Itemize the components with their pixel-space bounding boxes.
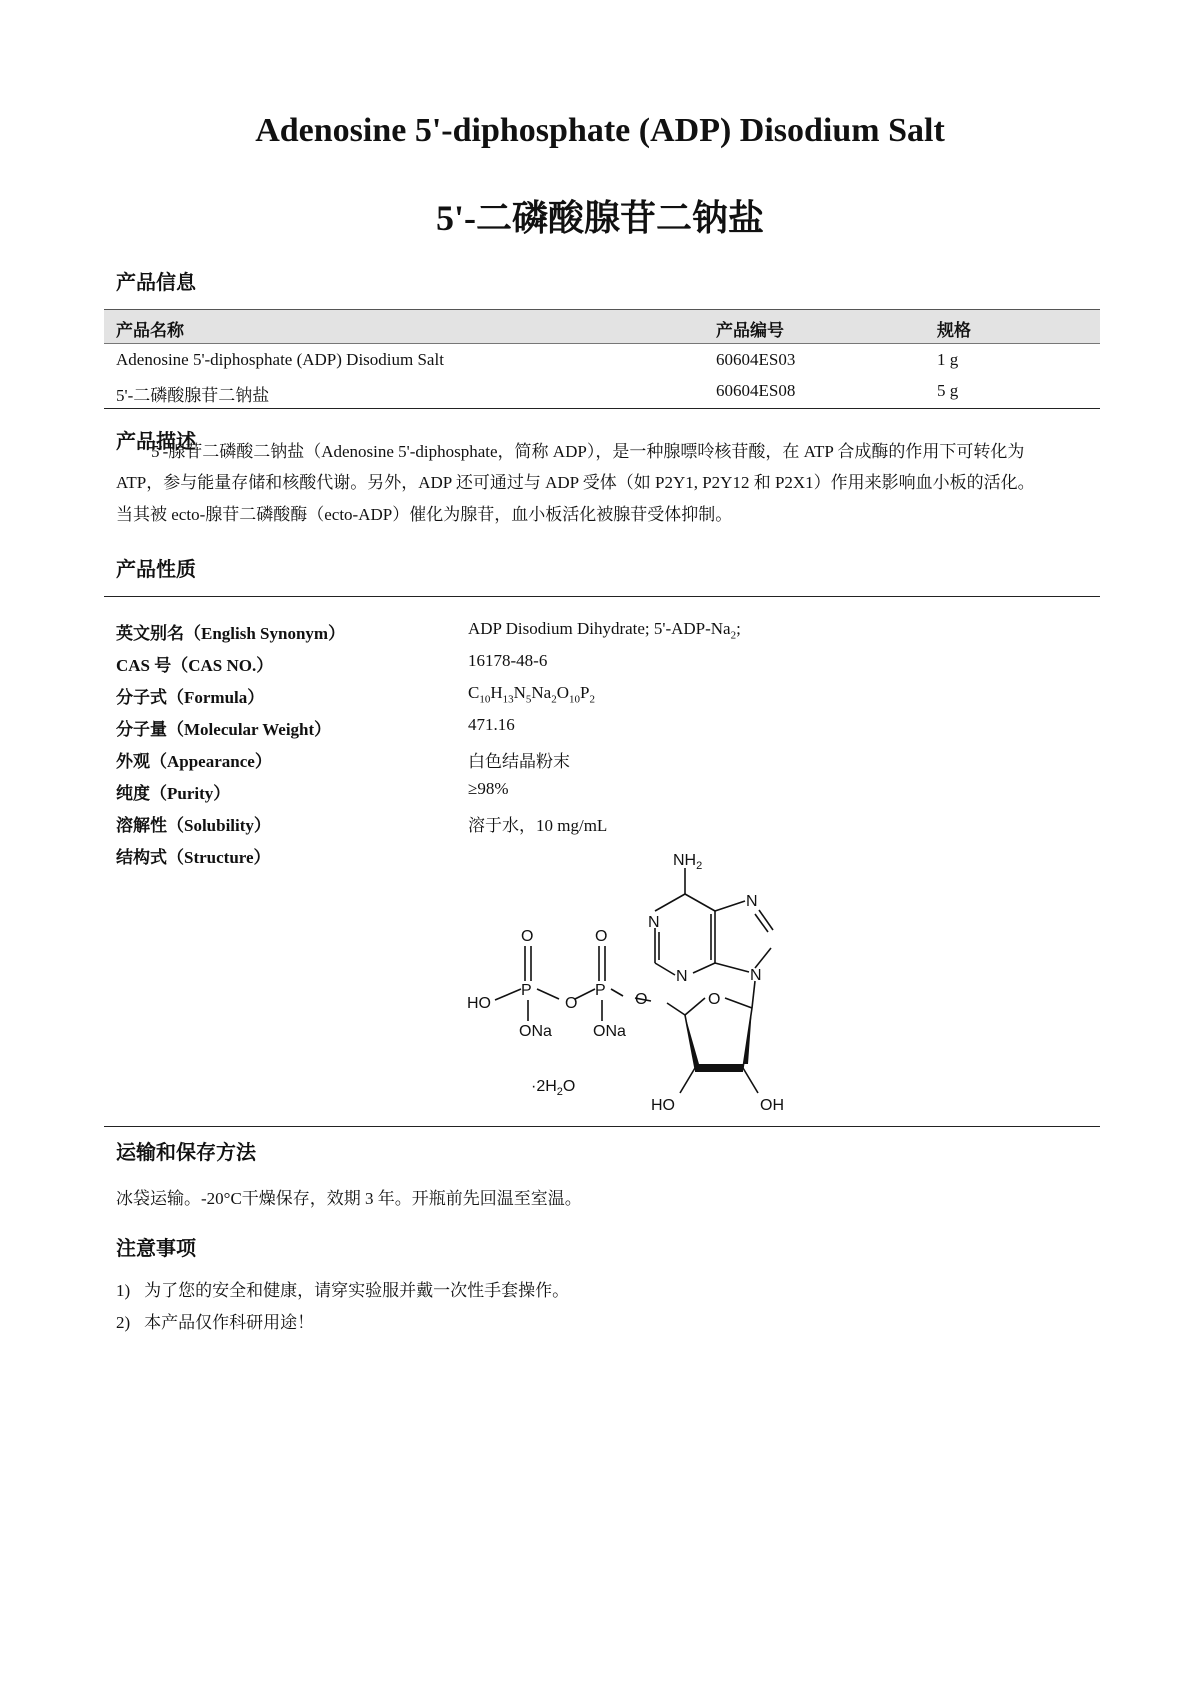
structure-label: 结构式（Structure） [116, 848, 271, 867]
mw-value: 471.16 [468, 715, 515, 734]
description-line: 当其被 ecto-腺苷二磷酸酶（ecto-ADP）催化为腺苷，血小板活化被腺苷受体抑制。 [116, 505, 733, 524]
label-water: $\cdot 2H_2O$ [531, 1078, 576, 1098]
cas-value: 16178-48-6 [468, 651, 548, 670]
label-ring-o: O [708, 991, 721, 1008]
label-oh-sugar: OH [760, 1097, 784, 1114]
cas-label: CAS 号（CAS NO.） [116, 656, 274, 675]
solubility-label: 溶解性（Solubility） [116, 816, 271, 835]
label-ona2: ONa [593, 1023, 626, 1040]
page-title: Adenosine 5'-diphosphate (ADP) Disodium Salt [255, 112, 945, 149]
structure-diagram [455, 838, 805, 1118]
label-ona1: ONa [519, 1023, 552, 1040]
appearance-label: 外观（Appearance） [116, 752, 272, 771]
table-cell-name: Adenosine 5'-diphosphate (ADP) Disodium Salt [116, 350, 444, 369]
column-header-code: 产品编号 [716, 321, 784, 340]
section-heading-shipping: 运输和保存方法 [116, 1142, 256, 1164]
label-p2: P [595, 982, 606, 999]
label-oxo1: O [521, 928, 534, 945]
properties-bottom-rule [104, 1126, 1100, 1127]
column-header-size: 规格 [937, 321, 971, 340]
solubility-value: 溶于水，10 mg/mL [468, 816, 608, 835]
section-heading-notes: 注意事项 [116, 1238, 196, 1260]
appearance-value: 白色结晶粉末 [468, 752, 570, 771]
label-oxo2: O [595, 928, 608, 945]
label-nh2: $NH_2$ [673, 852, 703, 872]
description-line: ATP，参与能量存储和核酸代谢。另外，ADP 还可通过与 ADP 受体（如 P2Y1, P2Y12 和 P2X1）作用来影响血小板的活化。 [116, 473, 1035, 492]
page-subtitle: 5'-二磷酸腺苷二钠盐 [436, 198, 764, 238]
mw-label: 分子量（Molecular Weight） [116, 720, 332, 739]
label-bridge-o: O [565, 995, 578, 1012]
properties-top-rule [104, 596, 1100, 597]
table-cell-code: 60604ES03 [716, 350, 796, 369]
purity-label: 纯度（Purity） [116, 784, 231, 803]
section-heading-properties: 产品性质 [116, 559, 196, 581]
table-bottom-rule [104, 408, 1100, 409]
note-item: 1) 为了您的安全和健康，请穿实验服并戴一次性手套操作。 [116, 1281, 570, 1300]
table-cell-name: 5'-二磷酸腺苷二钠盐 [116, 386, 270, 405]
synonym-label: 英文别名（English Synonym） [116, 624, 346, 643]
formula-value: $C_{10}H_{13}N_5Na_2O_{10}P_2$ [468, 683, 595, 706]
formula-label: 分子式（Formula） [116, 688, 265, 707]
synonym-value: ADP Disodium Dihydrate; $5'-ADP-Na_2$; [468, 619, 741, 642]
label-ho-sugar: HO [651, 1097, 675, 1114]
label-n3: N [676, 968, 688, 985]
section-heading-product-info: 产品信息 [116, 272, 196, 294]
label-ho: HO [467, 995, 491, 1012]
table-cell-code: 60604ES08 [716, 381, 796, 400]
label-ester-o: O [635, 991, 648, 1008]
note-item: 2) 本产品仅作科研用途！ [116, 1313, 315, 1332]
shipping-text: 冰袋运输。-20°C干燥保存，效期 3 年。开瓶前先回温至室温。 [116, 1189, 582, 1208]
table-cell-size: 1 g [937, 350, 959, 369]
purity-value: ≥98% [468, 779, 509, 798]
label-p1: P [521, 982, 532, 999]
table-cell-size: 5 g [937, 381, 959, 400]
label-n9: N [750, 967, 762, 984]
description-line: 5'-腺苷二磷酸二钠盐（Adenosine 5'-diphosphate，简称 ADP），是一种腺嘌呤核苷酸，在 ATP 合成酶的作用下可转化为 [151, 442, 1025, 461]
section-heading-description: 产品描述 [116, 431, 196, 453]
column-header-name: 产品名称 [116, 321, 184, 340]
label-n1: N [648, 914, 660, 931]
label-n7: N [746, 893, 758, 910]
